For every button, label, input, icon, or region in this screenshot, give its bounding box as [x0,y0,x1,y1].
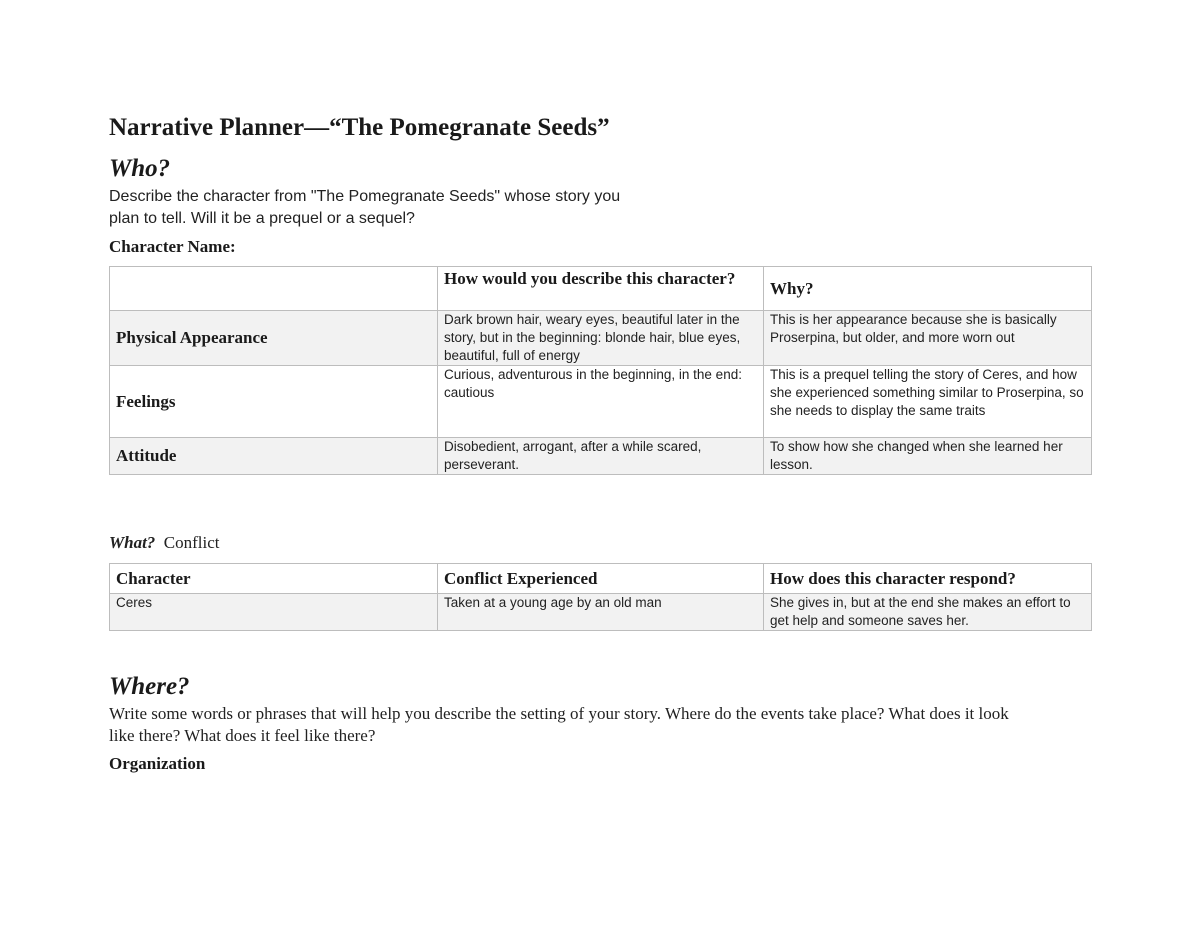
table-row [110,594,1092,631]
what-heading: What? [109,533,156,552]
physical-appearance-why: This is her appearance because she is basically Proserpina, but older, and more worn out [764,311,1092,366]
who-heading: Who? [109,155,171,182]
character-table [109,266,1092,475]
physical-appearance-description: Dark brown hair, weary eyes, beautiful later in the story, but in the beginning: blonde hair, blue eyes, beautiful, full of energy [438,311,764,366]
table-row [110,438,1092,475]
conflict-table-header-row [110,564,1092,594]
conflict-character: Ceres [110,594,438,631]
organization-label: Organization [109,754,206,773]
where-instructions-line1: Write some words or phrases that will help you describe the setting of your story. Where do the events take place? What does it look [109,704,1009,723]
conflict-header-conflict: Conflict Experienced [438,564,764,594]
who-instructions-line1: Describe the character from "The Pomegranate Seeds" whose story you [109,188,621,205]
conflict-header-response: How does this character respond? [764,564,1092,594]
conflict-header-character: Character [110,564,438,594]
feelings-why: This is a prequel telling the story of Ceres, and how she experienced something similar to Proserpina, so she needs to display the same traits [764,366,1092,438]
where-heading: Where? [109,673,190,700]
where-instructions-line2: like there? What does it feel like there? [109,726,376,745]
conflict-response: She gives in, but at the end she makes an effort to get help and someone saves her. [764,594,1092,631]
attitude-why: To show how she changed when she learned her lesson. [764,438,1092,475]
attitude-description: Disobedient, arrogant, after a while scared, perseverant. [438,438,764,475]
what-subheading: Conflict [163,533,220,552]
who-instructions-line2: plan to tell. Will it be a prequel or a sequel? [109,210,415,227]
conflict-table [109,563,1092,631]
row-label-attitude: Attitude [110,438,438,475]
what-heading-line [109,533,220,553]
character-name-label: Character Name: [109,237,236,256]
character-table-header-row [110,267,1092,311]
conflict-experienced: Taken at a young age by an old man [438,594,764,631]
feelings-description: Curious, adventurous in the beginning, in the end: cautious [438,366,764,438]
table-row [110,366,1092,438]
row-label-physical-appearance: Physical Appearance [110,311,438,366]
character-table-header-why: Why? [764,267,1092,311]
character-table-header-describe: How would you describe this character? [438,267,764,311]
table-row [110,311,1092,366]
character-table-header-blank [110,267,438,311]
row-label-feelings: Feelings [110,366,438,438]
document-title: Narrative Planner—“The Pomegranate Seeds” [109,114,610,141]
